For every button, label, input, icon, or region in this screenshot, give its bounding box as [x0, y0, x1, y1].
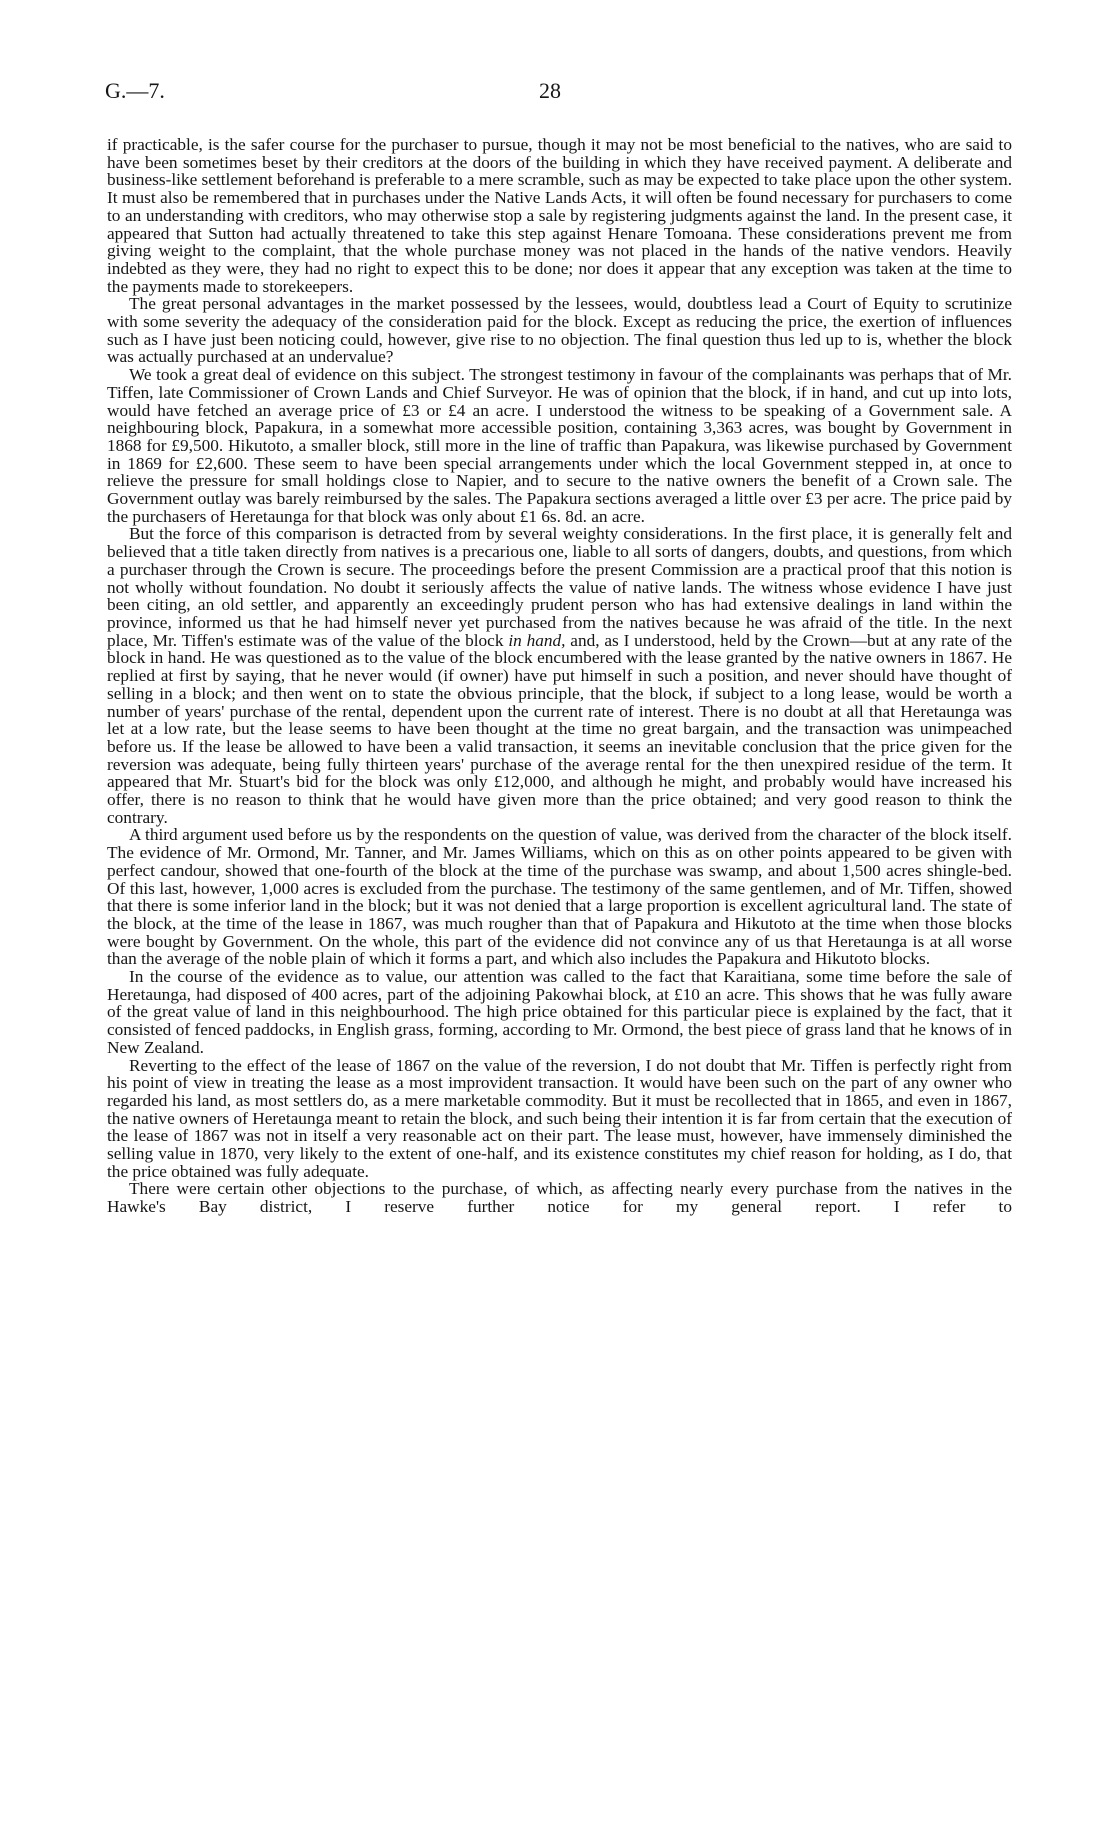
paragraph-lease-effect: Reverting to the effect of the lease of 1867 on the value of the reversion, I do not doubt that Mr. Tiffen is perfectly right from his point of view in treating the lease as a most improvident transaction. It would have been such on the part of any owner who regarded his land, as most settlers do, as a mere marketable commodity. But it must be recollected that in 1865, and even in 1867, the native owners of Heretaunga meant to retain the block, and such being their intention it is far from certain that the execution of the lease of 1867 was not in itself a very reasonable act on their part. The lease must, however, have immensely diminished the selling value in 1870, very likely to the extent of one-half, and its existence constitutes my chief reason for holding, as I do, that the price obtained was fully adequate. — [107, 1055, 1012, 1181]
document-code: G.—7. — [105, 78, 165, 103]
paragraph-karaitiana-sale: In the course of the evidence as to value, our attention was called to the fact that Karaitiana, some time before the sale of Heretaunga, had disposed of 400 acres, part of the adjoining Pakowhai block, at £10 an acre. This shows that he was fully aware of the great value of land in this neighbourhood. The high price obtained for this particular piece is explained by the fact, that it consisted of fenced paddocks, in English grass, forming, according to Mr. Ormond, the best piece of grass land that he knows of in New Zealand. — [107, 967, 1012, 1057]
paragraph-text: But the force of this comparison is detracted from by several weighty considerations. In the first place, it is generally felt and believed that a title taken directly from natives is a precarious one, liable to all sorts of dangers, doubts, and questions, from which a purchaser through the Crown is secure. The proceedings before the present Commission are a practical proof that this notion is not wholly without foundation. No doubt it seriously affects the value of native lands. The witness whose evidence I have just been citing, an old settler, and apparently an exceedingly prudent person who has had extensive dealings in land within the province, informed us that he had himself never yet purchased from the natives because he was afraid of the title. In the next place, Mr. Tiffen's estimate was of the value of the block — [107, 524, 1012, 650]
body-text — [107, 136, 1012, 1216]
paragraph-personal-advantages: The great personal advantages in the market possessed by the lessees, would, doubtless lead a Court of Equity to scrutinize with some severity the adequacy of the consideration paid for the block. Except as reducing the price, the exertion of influences such as I have just been noticing could, however, give rise to no objection. The final question thus led up to is, whether the block was actually purchased at an undervalue? — [107, 294, 1012, 367]
paragraph-evidence-value: We took a great deal of evidence on this subject. The strongest testimony in favour of the complainants was perhaps that of Mr. Tiffen, late Commissioner of Crown Lands and Chief Surveyor. He was of opinion that the block, if in hand, and cut up into lots, would have fetched an average price of £3 or £4 an acre. I understood the witness to be speaking of a Government sale. A neighbouring block, Papakura, in a somewhat more accessible position, containing 3,363 acres, was bought by Government in 1868 for £9,500. Hikutoto, a smaller block, still more in the line of traffic than Papakura, was likewise purchased by Government in 1869 for £2,600. These seem to have been special arrangements under which the local Government stepped in, at once to relieve the pressure for small holdings close to Napier, and to secure to the native owners the benefit of a Crown sale. The Government outlay was barely reimbursed by the sales. The Papakura sections averaged a little over £3 per acre. The price paid by the purchasers of Heretaunga for that block was only about £1 6s. 8d. an acre. — [107, 365, 1012, 526]
document-page — [105, 78, 1013, 1217]
paragraph-third-argument: A third argument used before us by the respondents on the question of value, was derived from the character of the block itself. The evidence of Mr. Ormond, Mr. Tanner, and Mr. James Williams, which on this as on other points appeared to be given with perfect candour, showed that one-fourth of the block at the time of the purchase was swamp, and about 1,500 acres shingle-bed. Of this last, however, 1,000 acres is excluded from the purchase. The testimony of the same gentlemen, and of Mr. Tiffen, showed that there is some inferior land in the block; but it was not denied that a large proportion is excellent agricultural land. The state of the block, at the time of the lease in 1867, was much rougher than that of Papakura and Hikutoto at the time when those blocks were bought by Government. On the whole, this part of the evidence did not convince any of us that Heretaunga is at all worse than the average of the noble plain of which it forms a part, and which also includes the Papakura and Hikutoto blocks. — [107, 825, 1012, 969]
emphasis-in-hand: in hand, — [508, 630, 566, 650]
page-number: 28 — [539, 78, 561, 103]
paragraph-other-objections: There were certain other objections to the purchase, of which, as affecting nearly every purchase from the natives in the Hawke's Bay district, I reserve further notice for my general report. I refer to — [107, 1179, 1012, 1217]
paragraph-force-of-comparison — [107, 525, 1012, 826]
paragraph-text: and, as I understood, held by the Crown—but at any rate of the block in hand. He was questioned as to the value of the block encumbered with the lease granted by the native owners in 1867. He replied at first by saying, that he never would (if owner) have put himself in such a position, and never should have thought of selling in a block; and then went on to state the obvious principle, that the block, if subject to a long lease, would be worth a number of years' purchase of the rental, dependent upon the current rate of interest. There is no doubt at all that Heretaunga was let at a low rate, but the lease seems to have been thought at the time no great bargain, and the transaction was unimpeached before us. If the lease be allowed to have been a valid transaction, it seems an inevitable conclusion that the price given for the reversion was adequate, being fully thirteen years' purchase of the average rental for the then unexpired residue of the term. It appeared that Mr. Stuart's bid for the block was only £12,000, and although he might, and probably would have increased his offer, there is no reason to think that he would have given more than the price obtained; and very good reason to think the contrary. — [107, 630, 1012, 827]
page-header — [107, 78, 1012, 118]
paragraph-continuation: if practicable, is the safer course for the purchaser to pursue, though it may not be most beneficial to the natives, who are said to have been sometimes beset by their creditors at the doors of the building in which they have received payment. A deliberate and business-like settlement beforehand is preferable to a mere scramble, such as may be expected to take place upon the other system. It must also be remembered that in purchases under the Native Lands Acts, it will often be found necessary for purchasers to come to an understanding with creditors, who may otherwise stop a sale by registering judgments against the land. In the present case, it appeared that Sutton had actually threatened to take this step against Henare Tomoana. These considerations prevent me from giving weight to the complaint, that the whole purchase money was not placed in the hands of the native vendors. Heavily indebted as they were, they had no right to expect this to be done; nor does it appear that any exception was taken at the time to the payments made to storekeepers. — [107, 135, 1013, 296]
